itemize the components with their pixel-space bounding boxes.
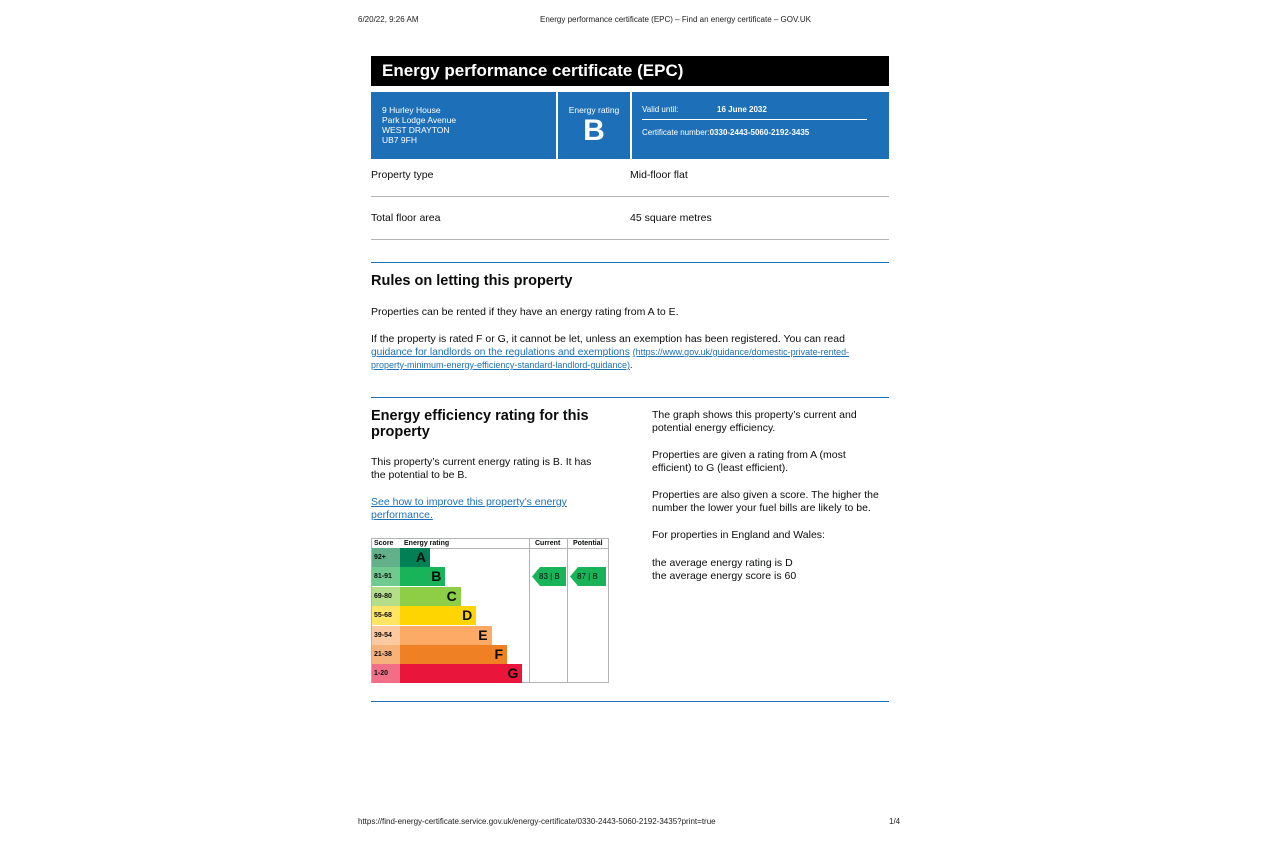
rating-band-letter: F [494,646,503,662]
rules-paragraph-2 [371,333,891,372]
score-range-b: 81-91 [372,567,400,586]
potential-rating-arrow-label: 87 | B [577,572,598,582]
score-range-c: 69-80 [372,587,400,606]
row-divider [371,239,889,240]
energy-rating-value: B [583,114,605,147]
potential-rating-arrow [570,567,606,586]
address-line: 9 Hurley House [382,105,441,115]
rating-band-e [400,626,492,645]
efficiency-info-5 [652,557,796,583]
info-line: potential energy efficiency. [652,422,776,434]
chart-header-score: Score [374,540,394,547]
info-line: efficient) to G (least efficient). [652,462,789,474]
rules-link-line [371,359,891,372]
improve-performance-link[interactable]: See how to improve this property’s energy [371,496,567,508]
property-address [382,105,456,145]
landlord-guidance-url[interactable]: (https://www.gov.uk/guidance/domestic-private-rented- [632,347,850,357]
rating-band-letter: D [462,607,473,624]
valid-until-value: 16 June 2032 [717,105,767,114]
rating-band-letter: B [431,568,442,585]
score-range-a: 92+ [372,548,400,567]
efficiency-heading [371,408,589,440]
rating-band-letter: E [478,626,488,643]
print-datetime: 6/20/22, 9:26 AM [358,15,419,24]
chart-column-divider [567,539,568,682]
print-url: https://find-energy-certificate.service.gov.uk/energy-certificate/0330-2443-5060-2192-3435?print=true [358,817,716,826]
current-rating-line: This property’s current energy rating is B. It has [371,456,592,468]
rating-band-a [400,548,430,567]
info-line: The graph shows this property’s current and [652,409,857,421]
print-page-title: Energy performance certificate (EPC) – Find an energy certificate – GOV.UK [540,15,811,24]
info-line: number the lower your fuel bills are likely to be. [652,502,871,514]
certificate-number-label: Certificate number: [642,128,710,137]
rules-paragraph-1: Properties can be rented if they have an energy rating from A to E. [371,306,679,318]
address-line: UB7 9FH [382,135,417,145]
valid-until-label: Valid until: [642,105,679,114]
chart-column-divider [529,539,530,682]
info-line: Properties are given a rating from A (most [652,449,846,461]
section-divider [371,262,889,263]
certificate-title: Energy performance certificate (EPC) [371,56,889,86]
info-line: For properties in England and Wales: [652,529,825,541]
section-divider [371,397,889,398]
current-rating-text [371,456,591,482]
box-rule [642,119,867,120]
landlord-guidance-link[interactable]: guidance for landlords on the regulations and exemptions [371,347,630,358]
floor-area-value: 45 square metres [630,212,712,224]
efficiency-info-3 [652,489,879,515]
certificate-number [642,128,809,137]
score-range-d: 55-68 [372,606,400,625]
rules-paragraph-2-end: . [629,360,633,370]
rating-band-f [400,645,507,664]
info-line: Properties are also given a score. The higher the [652,489,879,501]
rating-band-d [400,606,476,625]
efficiency-info-1 [652,409,857,435]
rating-band-letter: C [446,587,457,604]
certificate-summary-box [371,92,889,159]
address-line: WEST DRAYTON [382,125,450,135]
rating-band-b [400,567,445,586]
address-line: Park Lodge Avenue [382,115,457,125]
efficiency-info-2 [652,449,846,475]
energy-rating-label: Energy rating [568,105,620,115]
info-line: the average energy score is 60 [652,570,797,582]
chart-header-current: Current [535,540,561,547]
box-divider [630,92,632,159]
efficiency-heading-line: Energy efficiency rating for this [371,408,589,424]
rating-band-g [400,664,522,683]
improve-link-block [371,496,567,522]
rating-band-letter: G [507,665,519,682]
current-rating-arrow [532,567,566,586]
landlord-guidance-url[interactable]: property-minimum-energy-efficiency-standard-landlord-guidance) [371,360,630,370]
score-range-g: 1-20 [372,664,400,683]
improve-performance-link[interactable]: performance. [371,509,433,521]
rating-band-c [400,587,461,606]
efficiency-heading-line: property [371,424,430,440]
rules-link-line [371,346,891,359]
section-divider [371,701,889,702]
rules-heading: Rules on letting this property [371,273,573,289]
certificate-number-value: 0330-2443-5060-2192-3435 [709,128,810,137]
chart-header-rating: Energy rating [404,540,450,547]
energy-rating-chart [371,538,609,683]
chart-header-potential: Potential [573,540,603,547]
rules-paragraph-2-text: If the property is rated F or G, it cannot be let, unless an exemption has been registered. You can read [371,333,845,345]
current-rating-arrow-label: 83 | B [539,572,560,582]
print-page-number: 1/4 [889,817,901,826]
efficiency-info-4 [652,529,825,542]
rating-band-letter: A [415,549,426,565]
score-range-e: 39-54 [372,626,400,645]
floor-area-label: Total floor area [371,212,441,224]
score-range-f: 21-38 [372,645,400,664]
property-type-label: Property type [371,169,434,181]
info-line: the average energy rating is D [652,557,793,569]
property-type-value: Mid-floor flat [630,169,688,181]
current-rating-line: the potential to be B. [371,469,468,481]
row-divider [371,196,889,197]
